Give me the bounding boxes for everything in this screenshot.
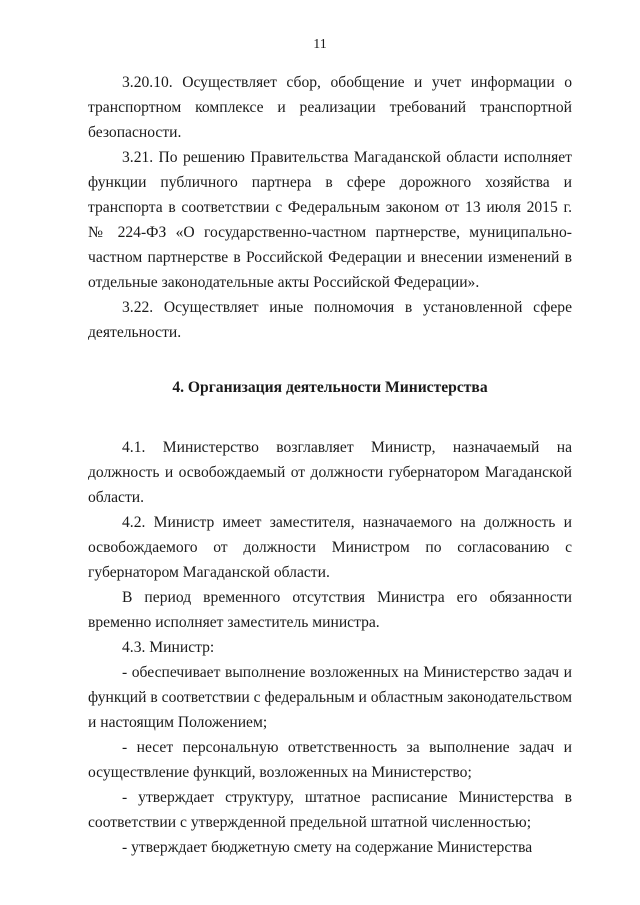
paragraph-temporary-absence: В период временного отсутствия Министра его обязанности временно исполняет заместитель министра.: [88, 589, 572, 631]
paragraph-4-2: 4.2. Министр имеет заместителя, назначаемого на должность и освобождаемого от должности Министром по согласованию с губернатором Магаданской области.: [88, 514, 572, 581]
paragraph-3-20-10: 3.20.10. Осуществляет сбор, обобщение и учет информации о транспортном комплексе и реализации требований транспортной безопасности.: [88, 74, 572, 141]
page-number: 11: [313, 37, 327, 52]
list-item-approves-structure: - утверждает структуру, штатное расписание Министерства в соответствии с утвержденной предельной штатной численностью;: [88, 789, 572, 831]
list-item-approves-budget: - утверждает бюджетную смету на содержание Министерства: [122, 839, 533, 856]
paragraph-4-1: 4.1. Министерство возглавляет Министр, назначаемый на должность и освобождаемый от должности губернатором Магаданской области.: [88, 439, 572, 506]
section-title: 4. Организация деятельности Министерства: [172, 379, 488, 396]
paragraph-3-21: 3.21. По решению Правительства Магаданской области исполняет функции публичного партнера в сфере дорожного хозяйства и транспорта в соответствии с Федеральным законом от 13 июля 2015 г. № 224-ФЗ «О государственно-частном партнерстве, муниципально-частном партнерстве в Российской Федерации и внесении изменений в отдельные законодательные акты Российской Федерации».: [88, 149, 572, 291]
page-content: [88, 70, 572, 860]
paragraph-4-3: 4.3. Министр:: [122, 639, 215, 656]
list-item-ensures-tasks: - обеспечивает выполнение возложенных на Министерство задач и функций в соответствии с федеральным и областным законодательством и настоящим Положением;: [88, 664, 572, 731]
list-item-responsibility: - несет персональную ответственность за выполнение задач и осуществление функций, возложенных на Министерство;: [88, 739, 572, 781]
paragraph-3-22: 3.22. Осуществляет иные полномочия в установленной сфере деятельности.: [88, 299, 572, 341]
